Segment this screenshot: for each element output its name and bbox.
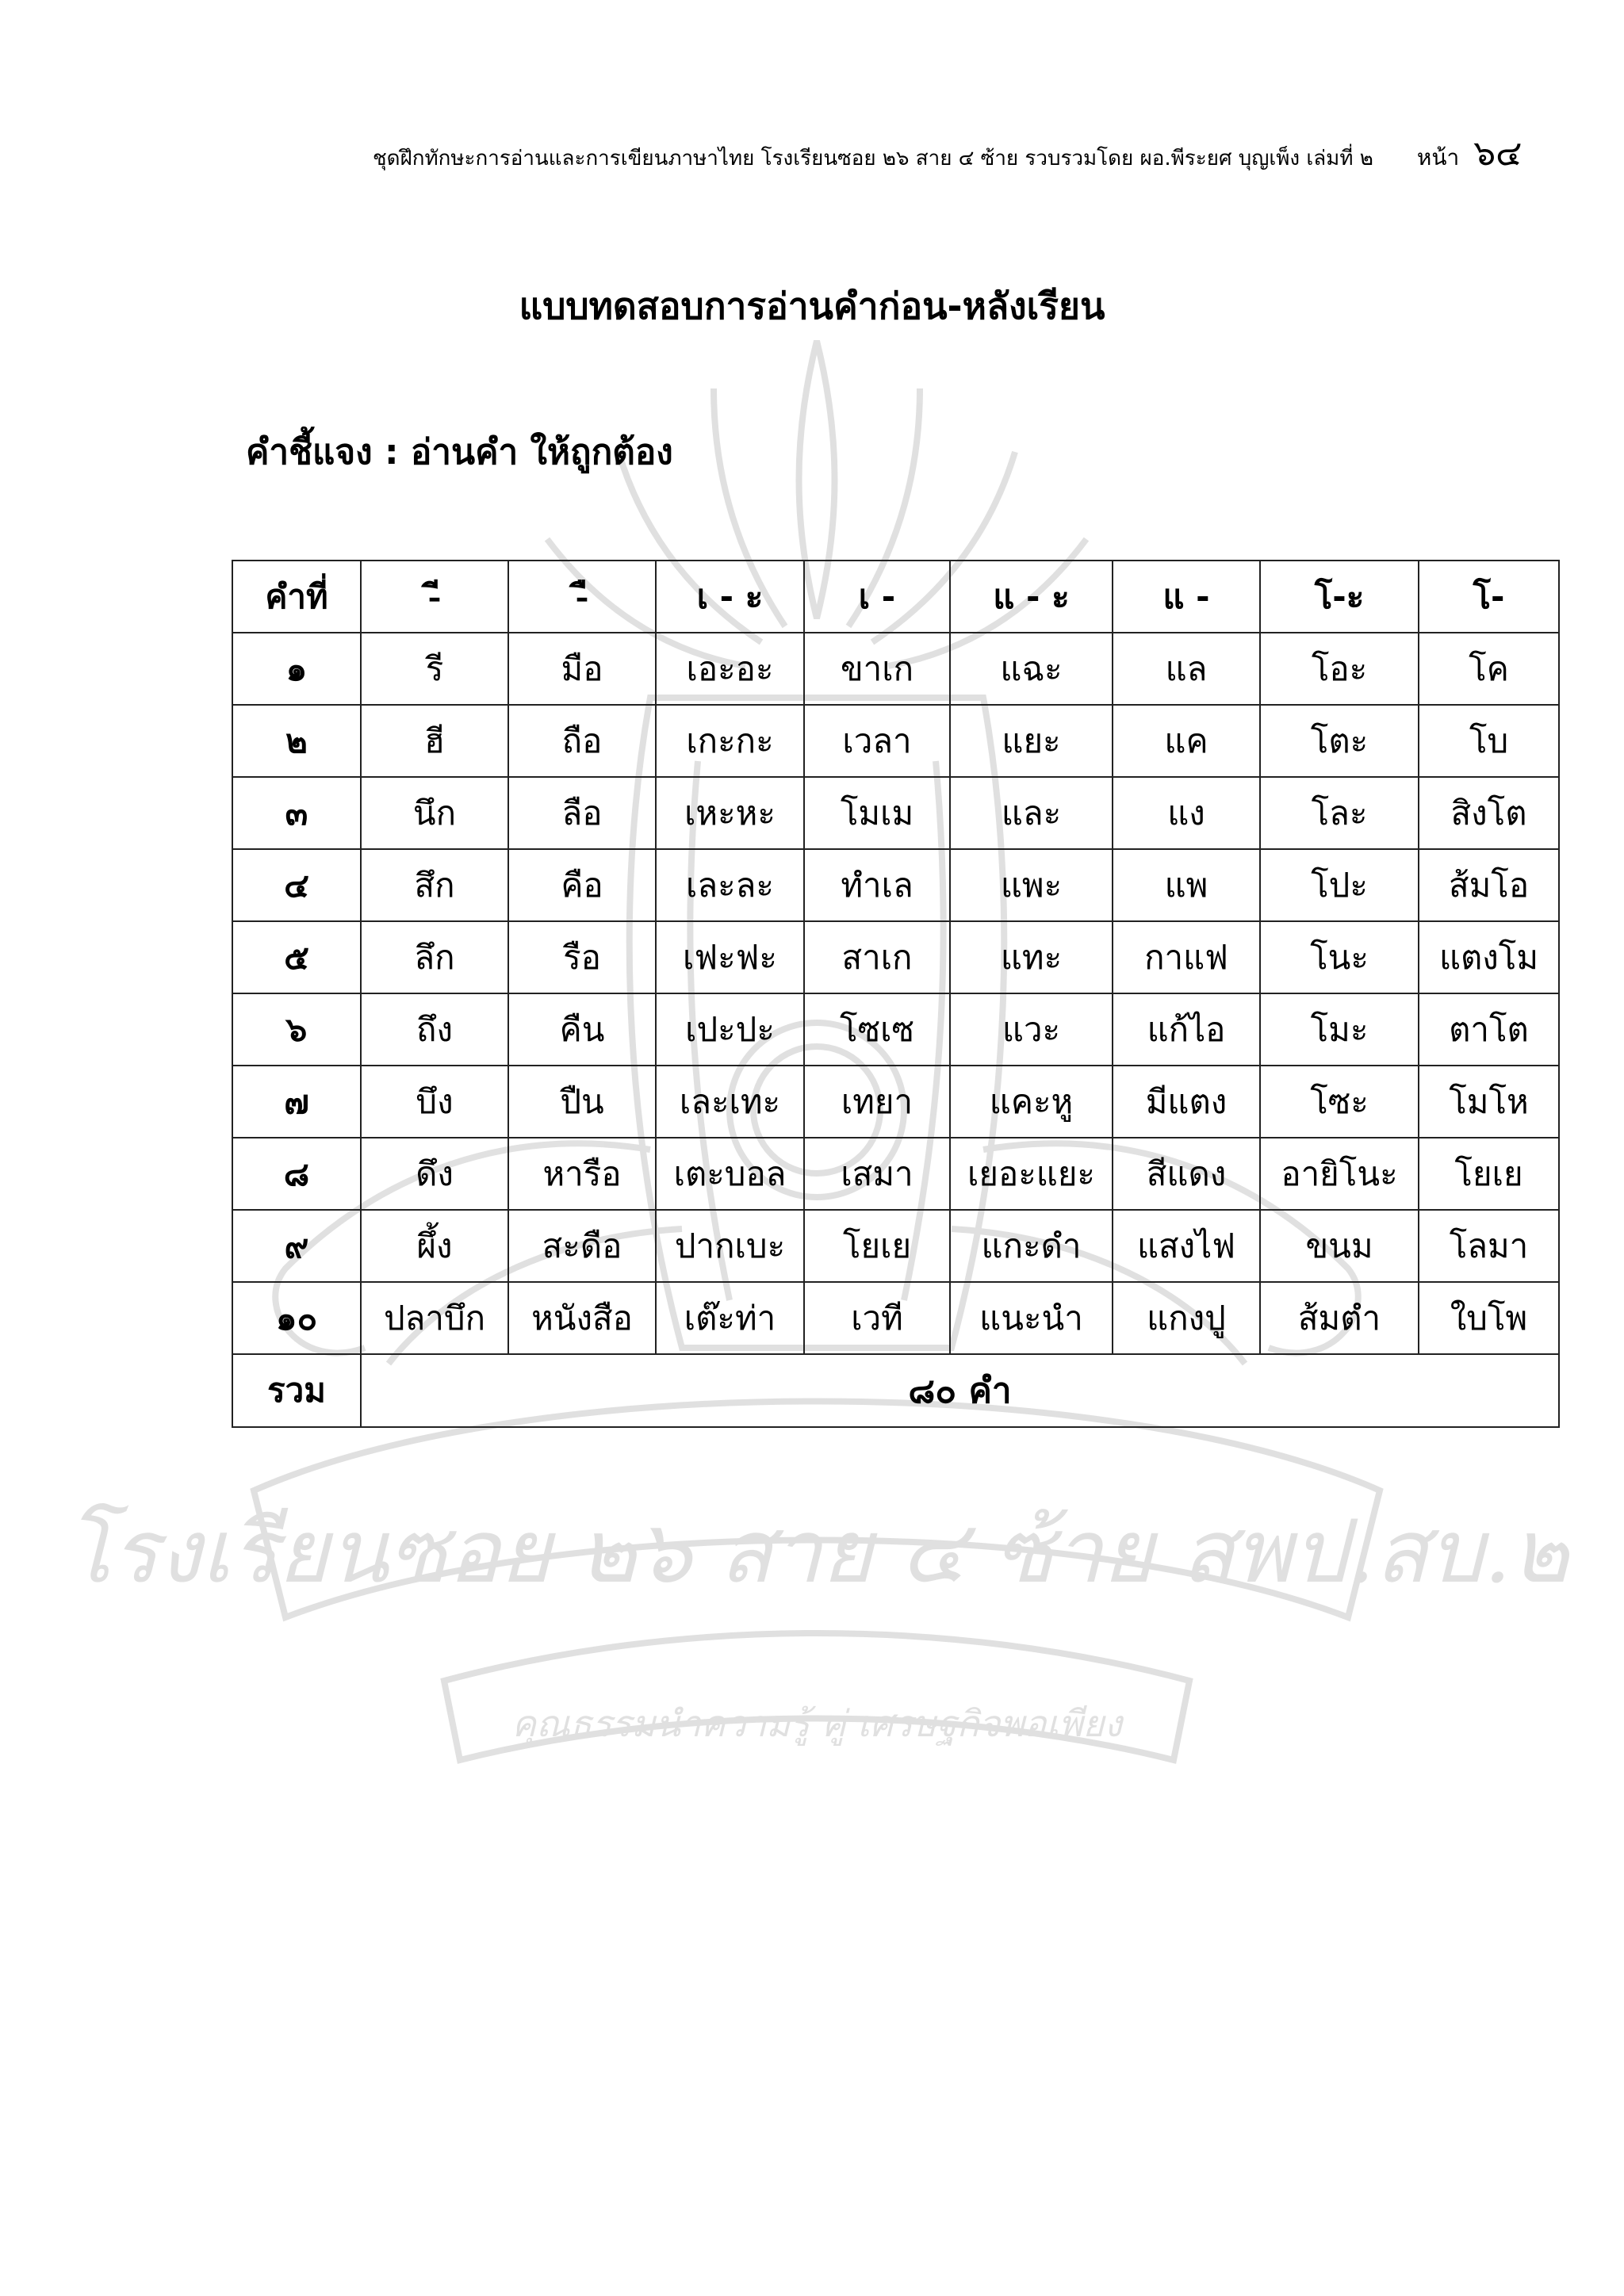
total-value: ๘๐ คำ bbox=[361, 1354, 1559, 1427]
row-number: ๖ bbox=[232, 993, 361, 1066]
word-cell: สีแดง bbox=[1113, 1138, 1260, 1210]
word-cell: แค bbox=[1113, 705, 1260, 777]
word-cell: ฮี bbox=[361, 705, 508, 777]
word-cell: โซเซ bbox=[804, 993, 950, 1066]
table-row bbox=[232, 849, 1559, 921]
word-cell: โยเย bbox=[1419, 1138, 1559, 1210]
word-cell: ตาโต bbox=[1419, 993, 1559, 1066]
page-header bbox=[373, 125, 1522, 181]
word-cell: ทำเล bbox=[804, 849, 950, 921]
column-header: โ- bbox=[1419, 561, 1559, 633]
word-cell: แคะหู bbox=[950, 1066, 1113, 1138]
word-cell: คืน bbox=[508, 993, 656, 1066]
word-cell: เตะบอล bbox=[656, 1138, 804, 1210]
word-cell: ปืน bbox=[508, 1066, 656, 1138]
row-number: ๔ bbox=[232, 849, 361, 921]
word-cell: โตะ bbox=[1260, 705, 1419, 777]
table-row bbox=[232, 1210, 1559, 1282]
word-cell: เกะกะ bbox=[656, 705, 804, 777]
watermark-text-upper: โรงเรียนซอย ๒๖ สาย ๔ ซ้าย สพป.สบ.๒ bbox=[64, 1501, 1569, 1602]
word-cell: หารือ bbox=[508, 1138, 656, 1210]
row-number: ๙ bbox=[232, 1210, 361, 1282]
word-cell: ถึง bbox=[361, 993, 508, 1066]
word-cell: โปะ bbox=[1260, 849, 1419, 921]
page-title: แบบทดสอบการอ่านคำก่อน-หลังเรียน bbox=[519, 285, 1105, 327]
word-cell: แฉะ bbox=[950, 633, 1113, 705]
word-cell: รือ bbox=[508, 921, 656, 993]
word-cell: เทยา bbox=[804, 1066, 950, 1138]
word-cell: โยเย bbox=[804, 1210, 950, 1282]
word-cell: ขาเก bbox=[804, 633, 950, 705]
word-cell: แตงโม bbox=[1419, 921, 1559, 993]
word-cell: แกะดำ bbox=[950, 1210, 1113, 1282]
word-cell: โนะ bbox=[1260, 921, 1419, 993]
row-number: ๘ bbox=[232, 1138, 361, 1210]
word-cell: ลึก bbox=[361, 921, 508, 993]
word-cell: แก้ไอ bbox=[1113, 993, 1260, 1066]
word-cell: กาแฟ bbox=[1113, 921, 1260, 993]
word-cell: เฟะฟะ bbox=[656, 921, 804, 993]
word-cell: โอะ bbox=[1260, 633, 1419, 705]
word-cell: แสงไฟ bbox=[1113, 1210, 1260, 1282]
column-header: คำที่ bbox=[232, 561, 361, 633]
word-cell: สึก bbox=[361, 849, 508, 921]
word-cell: ปลาบึก bbox=[361, 1282, 508, 1354]
word-cell: รี bbox=[361, 633, 508, 705]
word-cell: ลือ bbox=[508, 777, 656, 849]
table-row bbox=[232, 633, 1559, 705]
word-cell: เอะอะ bbox=[656, 633, 804, 705]
word-cell: แนะนำ bbox=[950, 1282, 1113, 1354]
table-header-row bbox=[232, 561, 1559, 633]
instruction-text: คำชี้แจง : อ่านคำ ให้ถูกต้อง bbox=[246, 432, 673, 473]
word-cell: คือ bbox=[508, 849, 656, 921]
column-header: แ - bbox=[1113, 561, 1260, 633]
word-cell: ปากเบะ bbox=[656, 1210, 804, 1282]
word-cell: เวลา bbox=[804, 705, 950, 777]
table-row bbox=[232, 993, 1559, 1066]
word-cell: สาเก bbox=[804, 921, 950, 993]
column-header: แ - ะ bbox=[950, 561, 1113, 633]
word-cell: แยะ bbox=[950, 705, 1113, 777]
word-cell: เต๊ะท่า bbox=[656, 1282, 804, 1354]
word-cell: บึง bbox=[361, 1066, 508, 1138]
word-cell: มีแตง bbox=[1113, 1066, 1260, 1138]
table-row bbox=[232, 921, 1559, 993]
word-cell: ดึง bbox=[361, 1138, 508, 1210]
table-total-row bbox=[232, 1354, 1559, 1427]
row-number: ๕ bbox=[232, 921, 361, 993]
row-number: ๓ bbox=[232, 777, 361, 849]
table-row bbox=[232, 1138, 1559, 1210]
row-number: ๒ bbox=[232, 705, 361, 777]
word-cell: มือ bbox=[508, 633, 656, 705]
page-number: ๖๔ bbox=[1473, 133, 1522, 174]
column-header: -ี bbox=[361, 561, 508, 633]
word-cell: โบ bbox=[1419, 705, 1559, 777]
word-cell: โมะ bbox=[1260, 993, 1419, 1066]
word-cell: โซะ bbox=[1260, 1066, 1419, 1138]
word-cell: เละเทะ bbox=[656, 1066, 804, 1138]
table-row bbox=[232, 705, 1559, 777]
word-cell: เวที bbox=[804, 1282, 950, 1354]
word-cell: แกงปู bbox=[1113, 1282, 1260, 1354]
word-cell: อายิโนะ bbox=[1260, 1138, 1419, 1210]
column-header: เ - bbox=[804, 561, 950, 633]
word-cell: ส้มตำ bbox=[1260, 1282, 1419, 1354]
word-cell: เปะปะ bbox=[656, 993, 804, 1066]
word-cell: สิงโต bbox=[1419, 777, 1559, 849]
word-cell: ผึ้ง bbox=[361, 1210, 508, 1282]
word-cell: นึก bbox=[361, 777, 508, 849]
table-row bbox=[232, 1282, 1559, 1354]
word-cell: ส้มโอ bbox=[1419, 849, 1559, 921]
word-cell: หนังสือ bbox=[508, 1282, 656, 1354]
page-label: หน้า bbox=[1416, 144, 1460, 170]
word-cell: และ bbox=[950, 777, 1113, 849]
word-cell: ใบโพ bbox=[1419, 1282, 1559, 1354]
word-cell: โมโห bbox=[1419, 1066, 1559, 1138]
word-cell: โค bbox=[1419, 633, 1559, 705]
word-cell: โมเม bbox=[804, 777, 950, 849]
word-cell: แทะ bbox=[950, 921, 1113, 993]
header-text: ชุดฝึกทักษะการอ่านและการเขียนภาษาไทย โรงเรียนซอย ๒๖ สาย ๔ ซ้าย รวบรวมโดย ผอ.พีระยศ บุญเพ็ง เล่มที่ ๒ bbox=[373, 147, 1373, 170]
table-row bbox=[232, 1066, 1559, 1138]
word-cell: แง bbox=[1113, 777, 1260, 849]
word-cell: โลมา bbox=[1419, 1210, 1559, 1282]
word-cell: สะดือ bbox=[508, 1210, 656, 1282]
word-cell: ขนม bbox=[1260, 1210, 1419, 1282]
row-number: ๑ bbox=[232, 633, 361, 705]
word-cell: แพ bbox=[1113, 849, 1260, 921]
column-header: -ื bbox=[508, 561, 656, 633]
word-cell: ถือ bbox=[508, 705, 656, 777]
word-reading-table bbox=[232, 560, 1560, 1428]
word-cell: เสมา bbox=[804, 1138, 950, 1210]
word-cell: เละละ bbox=[656, 849, 804, 921]
word-cell: แพะ bbox=[950, 849, 1113, 921]
row-number: ๑๐ bbox=[232, 1282, 361, 1354]
row-number: ๗ bbox=[232, 1066, 361, 1138]
column-header: เ - ะ bbox=[656, 561, 804, 633]
word-cell: แล bbox=[1113, 633, 1260, 705]
word-cell: แวะ bbox=[950, 993, 1113, 1066]
word-cell: เหะหะ bbox=[656, 777, 804, 849]
total-label: รวม bbox=[232, 1354, 361, 1427]
table-row bbox=[232, 777, 1559, 849]
watermark-text-lower: คุณธรรมนำความรู้ คู่ เศรษฐกิจพอเพียง bbox=[511, 1702, 1122, 1745]
word-cell: โละ bbox=[1260, 777, 1419, 849]
word-cell: เยอะแยะ bbox=[950, 1138, 1113, 1210]
column-header: โ-ะ bbox=[1260, 561, 1419, 633]
